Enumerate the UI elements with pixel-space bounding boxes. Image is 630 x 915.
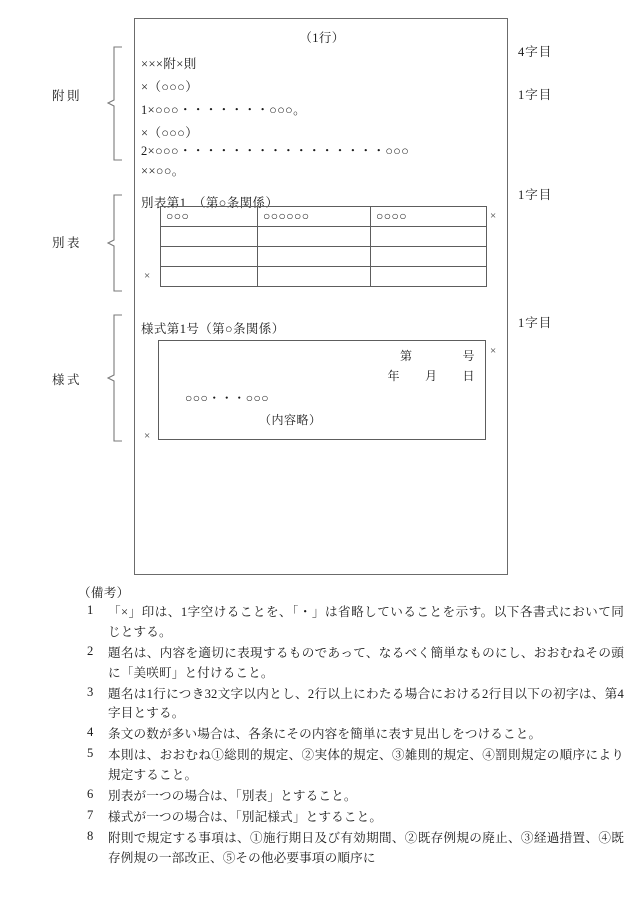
table-cell bbox=[371, 247, 487, 267]
beppyo-heading: 別表第1 （第○条関係） bbox=[141, 196, 279, 210]
form-omitted-line: （内容略） bbox=[259, 413, 322, 427]
table-cell bbox=[258, 227, 371, 247]
form-date-line: 年 月 日 bbox=[387, 369, 475, 383]
beppyo-x-mark-right: × bbox=[490, 210, 497, 222]
note-item bbox=[78, 829, 624, 869]
fusoku-line-4: ×（○○○） bbox=[141, 126, 199, 140]
beppyo-x-mark-left: × bbox=[144, 270, 151, 282]
table-cell bbox=[161, 227, 258, 247]
header-line-note: （1行） bbox=[299, 31, 345, 45]
table-row bbox=[161, 267, 487, 287]
note-item bbox=[78, 603, 624, 643]
table-cell bbox=[258, 247, 371, 267]
note-number: 5 bbox=[87, 746, 94, 761]
table-cell bbox=[161, 247, 258, 267]
note-text: 本則は、おおむね①総則的規定、②実体的規定、③雑則的規定、④罰則規定の順序により規定すること。 bbox=[108, 748, 624, 783]
notes-title: （備考） bbox=[78, 586, 130, 600]
right-note-fusoku-1st-char: 1字目 bbox=[518, 88, 553, 102]
table-cell bbox=[371, 227, 487, 247]
fusoku-line-3: 1×○○○・・・・・・・○○○。 bbox=[141, 103, 307, 117]
brace-label-fusoku: 附則 bbox=[52, 89, 83, 103]
note-text: 様式が一つの場合は、「別記様式」とすること。 bbox=[108, 809, 383, 824]
table-cell: ○○○ bbox=[161, 207, 258, 227]
fusoku-line-1: ×××附×則 bbox=[141, 57, 197, 71]
note-number: 2 bbox=[87, 643, 94, 658]
table-cell bbox=[258, 267, 371, 287]
table-cell bbox=[161, 267, 258, 287]
yoshiki-x-mark-right: × bbox=[490, 345, 497, 357]
table-cell bbox=[371, 267, 487, 287]
note-item bbox=[78, 746, 624, 786]
note-text: 別表が一つの場合は、「別表」とすること。 bbox=[108, 789, 357, 804]
note-number: 4 bbox=[87, 725, 94, 740]
note-item bbox=[78, 644, 624, 684]
note-text: 題名は、内容を適切に表現するものであって、なるべく簡単なものにし、おおむねその頭に「美咲町」と付けること。 bbox=[108, 645, 624, 680]
note-item bbox=[78, 808, 624, 828]
brace-fusoku-icon bbox=[108, 46, 128, 166]
fusoku-line-2: ×（○○○） bbox=[141, 80, 199, 94]
fusoku-line-5: 2×○○○・・・・・・・・・・・・・・・・○○○ bbox=[141, 144, 410, 158]
yoshiki-form-box bbox=[158, 340, 486, 440]
note-number: 3 bbox=[87, 684, 94, 699]
yoshiki-x-mark-left: × bbox=[144, 430, 151, 442]
note-text: 題名は1行につき32文字以内とし、2行以上にわたる場合における2行目以下の初字は、第4字目とする。 bbox=[108, 686, 624, 721]
document-page-box bbox=[134, 18, 508, 575]
form-body-line: ○○○・・・○○○ bbox=[185, 391, 269, 405]
note-number: 7 bbox=[87, 807, 94, 822]
brace-label-yoshiki: 様式 bbox=[52, 373, 83, 387]
notes-section bbox=[78, 582, 624, 869]
form-number-line: 第 号 bbox=[399, 349, 475, 363]
brace-yoshiki-icon bbox=[108, 314, 128, 449]
table-row bbox=[161, 227, 487, 247]
beppyo-table bbox=[160, 206, 487, 287]
note-item bbox=[78, 685, 624, 725]
note-item bbox=[78, 787, 624, 807]
right-note-yoshiki-1st-char: 1字目 bbox=[518, 316, 553, 330]
table-row bbox=[161, 247, 487, 267]
right-note-fusoku-4th-char: 4字目 bbox=[518, 45, 553, 59]
table-row bbox=[161, 207, 487, 227]
note-text: 附則で規定する事項は、①施行期日及び有効期間、②既存例規の廃止、③経過措置、④既存例規の一部改正、⑤その他必要事項の順序に bbox=[108, 830, 624, 865]
note-number: 1 bbox=[87, 603, 94, 617]
table-cell: ○○○○○○ bbox=[258, 207, 371, 227]
note-text: 「×」印は、1字空けることを、「・」は省略していることを示す。以下各書式において同じとする。 bbox=[108, 605, 624, 639]
right-note-beppyo-1st-char: 1字目 bbox=[518, 188, 553, 202]
note-number: 8 bbox=[87, 828, 94, 843]
yoshiki-heading: 様式第1号（第○条関係） bbox=[141, 322, 285, 336]
fusoku-line-6: ××○○。 bbox=[141, 164, 185, 178]
note-number: 6 bbox=[87, 787, 94, 802]
brace-label-beppyo: 別表 bbox=[52, 236, 83, 250]
note-item bbox=[78, 725, 624, 745]
brace-beppyo-icon bbox=[108, 194, 128, 299]
note-text: 条文の数が多い場合は、各条にその内容を簡単に表す見出しをつけること。 bbox=[108, 727, 542, 742]
table-cell: ○○○○ bbox=[371, 207, 487, 227]
